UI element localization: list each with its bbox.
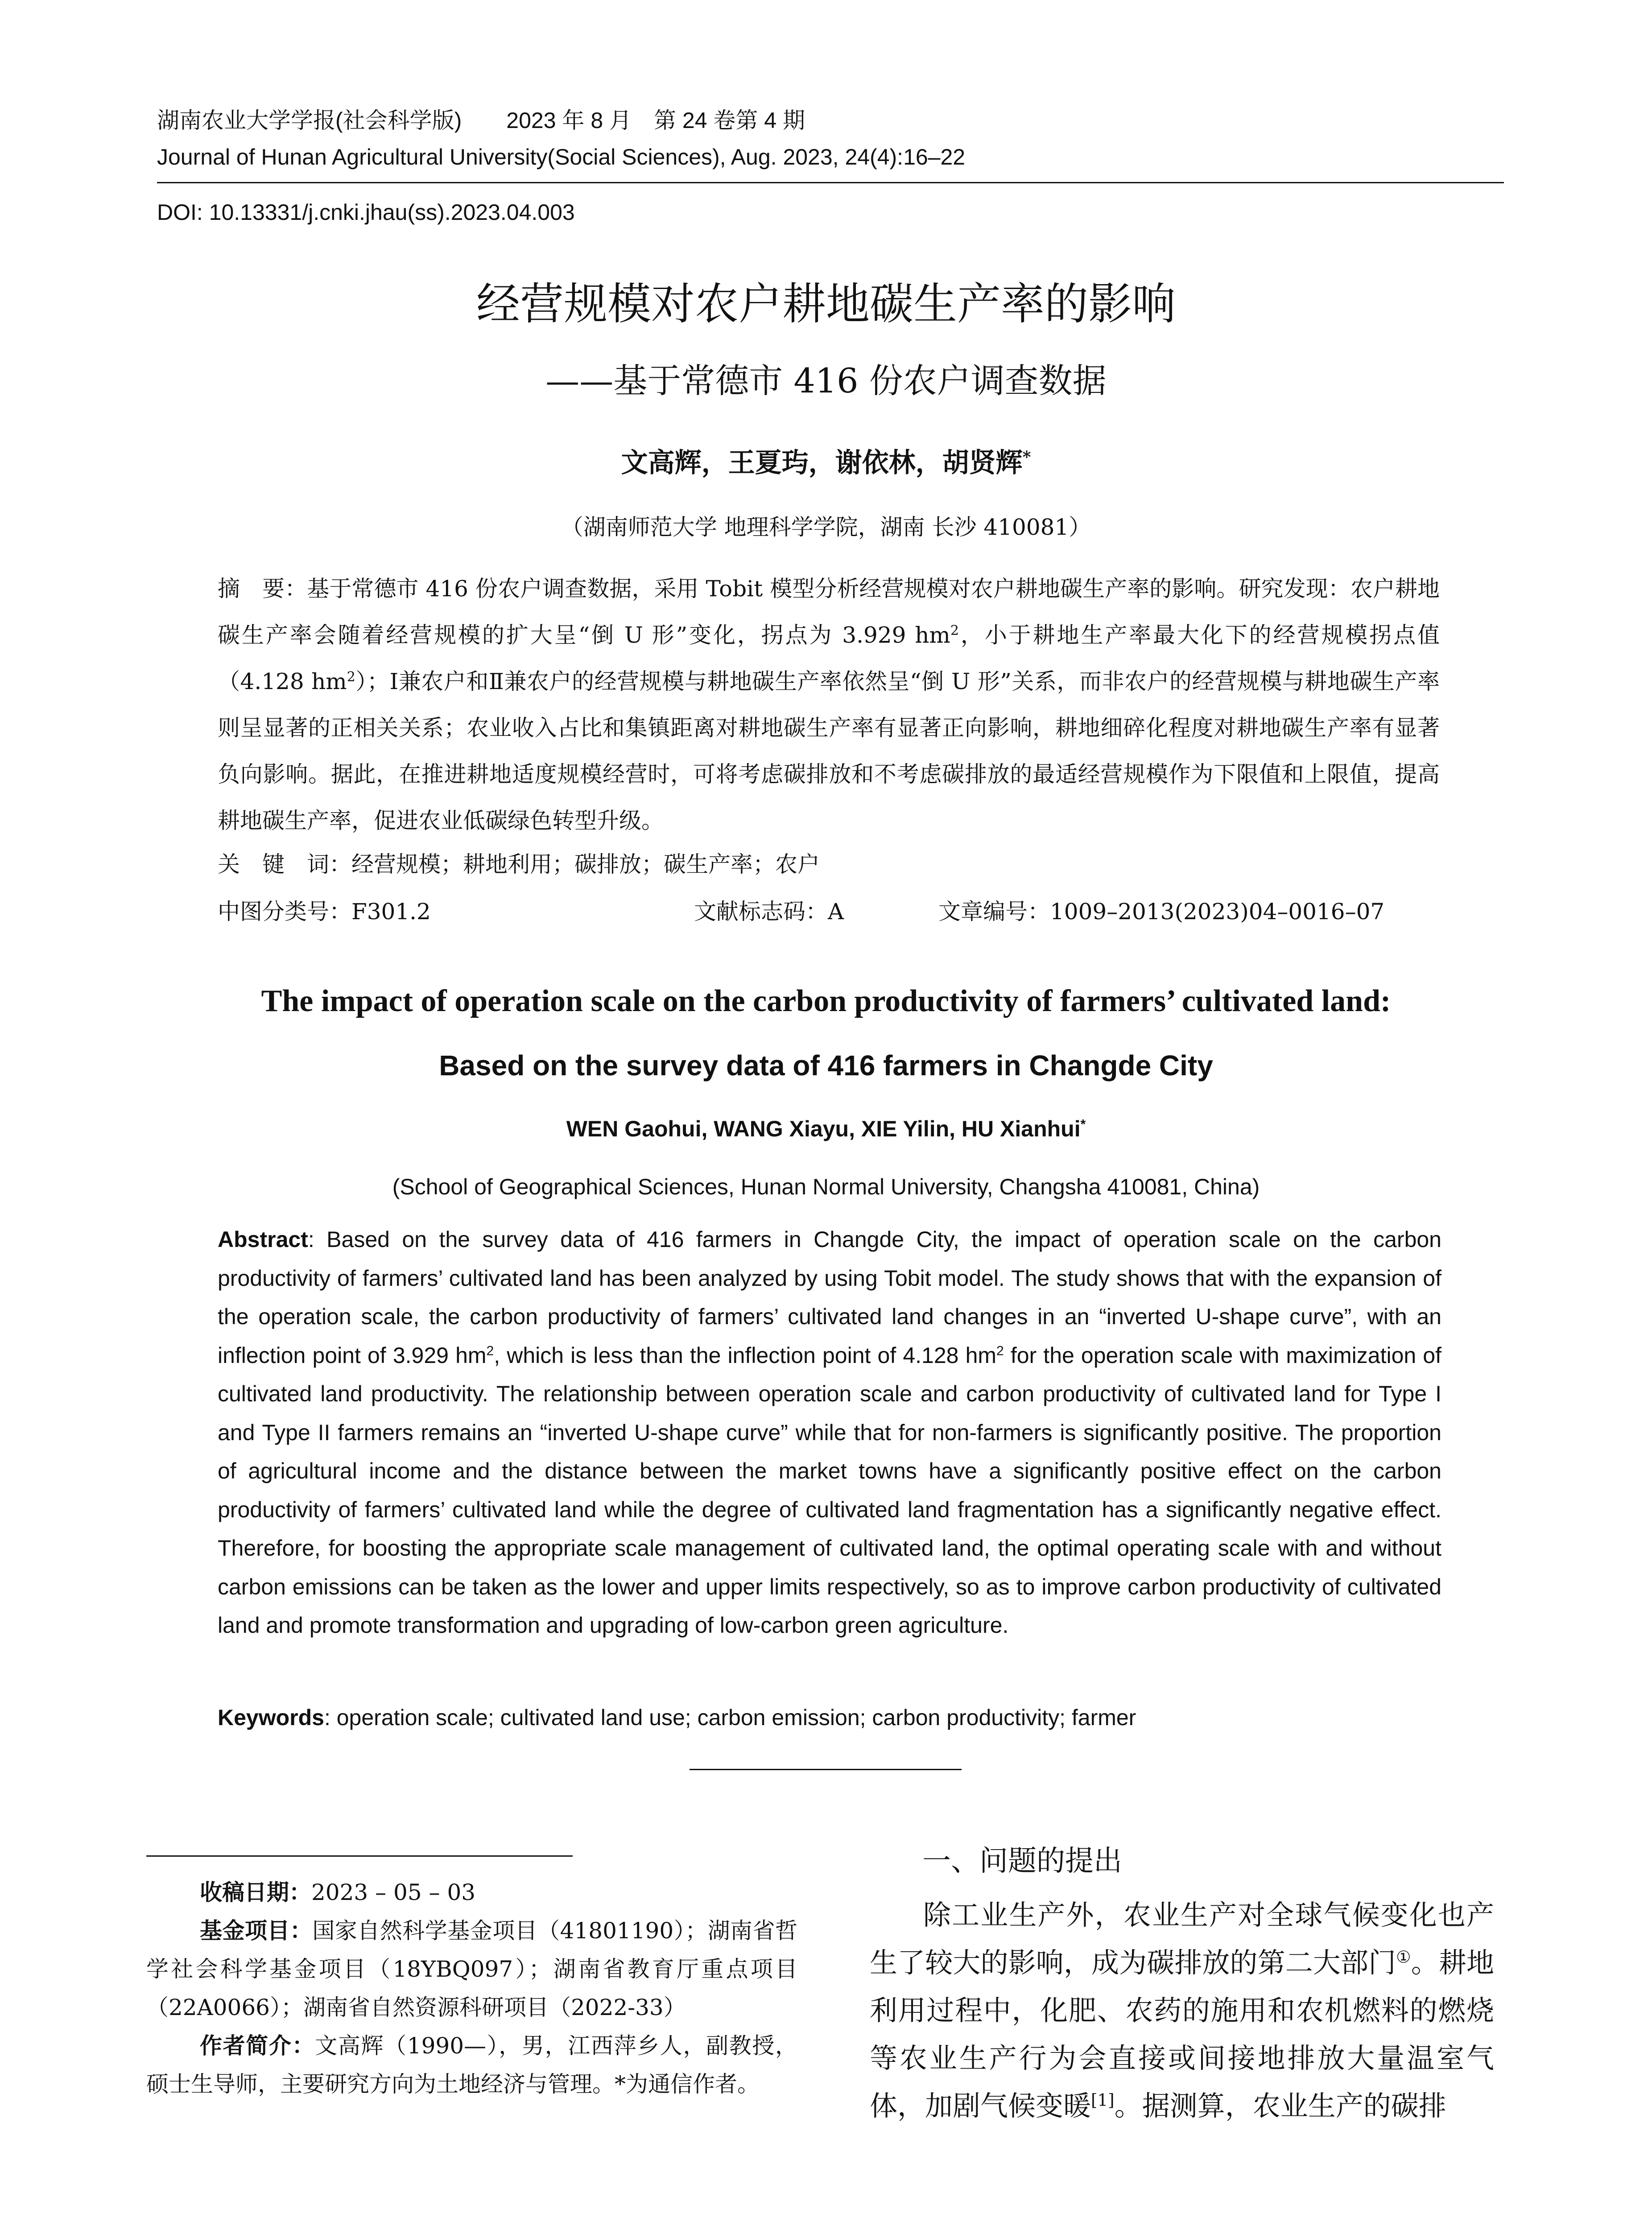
fund-value: 国家自然科学基金项目（41801190）；湖南省哲学社会科学基金项目（18YBQ097）；湖南省教育厅重点项目（22A0066）；湖南省自然资源科研项目（2022-33） (146, 1918, 797, 2020)
corresponding-mark: * (1022, 448, 1031, 467)
received-value: 2023 – 05 – 03 (311, 1879, 476, 1905)
abstract-cn-text: ）；Ⅰ兼农户和Ⅱ兼农户的经营规模与耕地碳生产率依然呈“倒 U 形”关系，而非农户的经营规模与耕地碳生产率则呈显著的正相关关系；农业收入占比和集镇距离对耕地碳生产率有显著正向影响，耕地细碎化程度对耕地碳生产率有显著负向影响。据此，在推进耕地适度规模经营时，可将考虑碳排放和不考虑碳排放的最适经营规模作为下限值和上限值，提高耕地碳生产率，促进农业低碳绿色转型升级。 (218, 669, 1440, 834)
header-divider (157, 182, 1504, 183)
abstract-en (218, 1220, 1441, 1645)
section-number: 一、 (922, 1845, 979, 1877)
corresponding-mark: * (1080, 1117, 1086, 1132)
footnote-divider (146, 1855, 573, 1857)
abstract-cn-text: ，小于耕地生产率最大化下的经营规模拐点值（4.128 hm (218, 622, 1440, 694)
received-date (146, 1873, 797, 1912)
superscript: 2 (950, 623, 959, 639)
english-authors (0, 1113, 1652, 1144)
classification-number: 中图分类号：F301.2 (218, 899, 431, 925)
paper-subtitle: ——基于常德市 416 份农户调查数据 (545, 361, 1107, 401)
section-heading-text: 问题的提出 (979, 1845, 1122, 1877)
keywords-cn-text: 经营规模；耕地利用；碳排放；碳生产率；农户 (351, 851, 820, 877)
keywords-cn-label: 关 键 词： (218, 851, 351, 877)
keywords-en-label: Keywords (218, 1705, 324, 1730)
footnote-block (146, 1873, 797, 2103)
article-number: 文章编号：1009–2013(2023)04–0016–07 (938, 899, 1385, 925)
affiliation: （湖南师范大学 地理科学学院，湖南 长沙 410081） (561, 514, 1091, 540)
authors (0, 446, 1652, 480)
journal-header-en: Journal of Hunan Agricultural University(Social Sciences), Aug. 2023, 24(4):16–22 (157, 145, 966, 169)
abstract-cn (218, 566, 1440, 844)
abstract-cn-label: 摘 要： (218, 576, 307, 602)
english-author-names: WEN Gaohui, WANG Xiayu, XIE Yilin, HU Xianhui (566, 1116, 1081, 1141)
body-text: 。耕地利用过程中，化肥、农药的施用和农机燃料的燃烧等农业生产行为会直接或间接地排放大量温室气体，加剧气候变暖 (870, 1946, 1494, 2122)
section-divider (690, 1769, 962, 1770)
received-label: 收稿日期： (200, 1879, 311, 1905)
doi: DOI: 10.13331/j.cnki.jhau(ss).2023.04.003 (157, 200, 575, 225)
fund-label: 基金项目： (200, 1917, 313, 1944)
superscript: 2 (486, 1343, 494, 1358)
document-code: 文献标志码：A (694, 899, 844, 925)
author-names: 文高辉，王夏玙，谢依林，胡贤辉 (621, 447, 1023, 479)
paper-title: 经营规模对农户耕地碳生产率的影响 (476, 279, 1176, 330)
keywords-cn (218, 841, 1440, 888)
superscript: 2 (996, 1343, 1004, 1358)
body-paragraph (870, 1891, 1494, 2130)
abstract-en-text: for the operation scale with maximization of cultivated land productivity. The relationship between operation scale and carbon productivity of cultivated land for Type I and Type II farmers remains an “inverted U-shape curve” while that for non-farmers is significantly positive. The proportion of agricultural income and the distance between the market towns have a significantly positive effect on the carbon productivity of farmers’ cultivated land while the degree of cultivated land fragmentation has a significantly negative effect. Therefore, for boosting the appropriate scale management of cultivated land, the optimal operating scale with and without carbon emissions can be taken as the lower and upper limits respectively, so as to improve carbon productivity of cultivated land and promote transformation and upgrading of low-carbon green agriculture. (218, 1342, 1441, 1638)
superscript: 2 (347, 669, 355, 685)
body-text: 除工业生产外，农业生产对全球气候变化也产生了较大的影响，成为碳排放的第二大部门 (870, 1899, 1494, 1979)
bio-value: 文高辉（1990—），男，江西萍乡人，副教授，硕士生导师，主要研究方向为土地经济与管理。*为通信作者。 (146, 2033, 798, 2097)
abstract-cn-text: 基于常德市 416 份农户调查数据，采用 Tobit 模型分析经营规模对农户耕地碳生产率的影响。研究发现：农户耕地碳生产率会随着经营规模的扩大呈“倒 U 形”变化，拐点为 3.929 hm (218, 576, 1440, 648)
fund-info (146, 1912, 797, 2027)
bio-label: 作者简介： (200, 2032, 315, 2059)
author-bio (146, 2027, 797, 2103)
abstract-en-text: , which is less than the inflection point of 4.128 hm (494, 1342, 997, 1368)
body-text: 。据测算，农业生产的碳排 (1114, 2090, 1446, 2122)
abstract-en-text: : Based on the survey data of 416 farmers in Changde City, the impact of operation scale on the carbon productivity of farmers’ cultivated land has been analyzed by using Tobit model. The study shows that with the expansion of the operation scale, the carbon productivity of farmers’ cultivated land changes in an “inverted U-shape curve”, with an inflection point of 3.929 hm (218, 1227, 1441, 1368)
english-affiliation: (School of Geographical Sciences, Hunan Normal University, Changsha 410081, China) (392, 1174, 1260, 1199)
keywords-en (218, 1702, 1136, 1733)
journal-header-cn: 湖南农业大学学报(社会科学版) 2023 年 8 月 第 24 卷第 4 期 (157, 108, 805, 133)
citation-mark: ① (1396, 1947, 1411, 1967)
section-heading (922, 1839, 1122, 1882)
keywords-en-text: : operation scale; cultivated land use; carbon emission; carbon productivity; farmer (324, 1705, 1136, 1730)
english-subtitle: Based on the survey data of 416 farmers in Changde City (439, 1049, 1213, 1082)
english-title: The impact of operation scale on the carbon productivity of farmers’ cultivated land: (261, 984, 1391, 1018)
citation-mark: [1] (1091, 2090, 1115, 2110)
abstract-en-label: Abstract (218, 1227, 308, 1252)
